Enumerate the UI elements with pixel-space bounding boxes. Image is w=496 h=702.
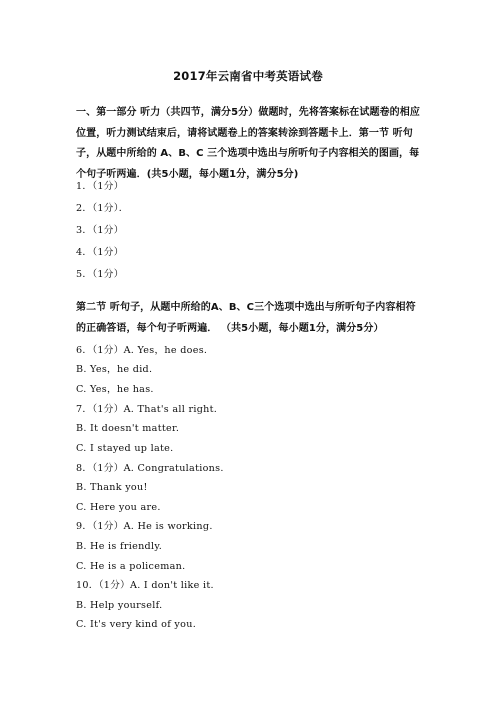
question-9-option-c: C. He is a policeman.	[76, 561, 186, 572]
question-10-option-a: 10．（1分）A. I don't like it.	[76, 580, 214, 591]
question-7-option-c: C. I stayed up late.	[76, 443, 174, 454]
page-title: 2017年云南省中考英语试卷	[173, 69, 323, 83]
question-2: 2．（1分）．	[76, 203, 129, 214]
question-8-option-a: 8．（1分）A. Congratulations.	[76, 463, 224, 474]
question-8-option-c: C. Here you are.	[76, 502, 161, 513]
question-7-option-b: B. It doesn't matter.	[76, 423, 180, 434]
question-6-option-c: C. Yes，he has.	[76, 384, 154, 395]
question-4: 4．（1分）	[76, 247, 124, 258]
question-3: 3．（1分）	[76, 225, 124, 236]
question-8-option-b: B. Thank you!	[76, 482, 148, 493]
question-5: 5．（1分）	[76, 269, 124, 280]
question-9-option-b: B. He is friendly.	[76, 541, 163, 552]
question-6-option-b: B. Yes，he did.	[76, 364, 153, 375]
question-9-option-a: 9．（1分）A. He is working.	[76, 521, 213, 532]
part1-heading: 一、第一部分 听力（共四节，满分5分）做题时，先将答案标在试题卷的相应位置，听力测试结束后，请将试题卷上的答案转涂到答题卡上．第一节 听句子，从题中所给的 A、B、C 三个选项中选出与所听句子内容相关的图画，每个句子听两遍．(共5小题，每小题1分，满分5分)	[76, 107, 420, 180]
part2-heading: 第二节 听句子，从题中所给的A、B、C三个选项中选出与所听句子内容相符的正确答语，每个句子听两遍． （共5小题，每小题1分，满分5分）	[76, 302, 416, 334]
question-10-option-b: B. Help yourself.	[76, 600, 163, 611]
question-7-option-a: 7．（1分）A. That's all right.	[76, 404, 218, 415]
question-6-option-a: 6．（1分）A. Yes，he does.	[76, 345, 208, 356]
question-10-option-c: C. It's very kind of you.	[76, 619, 197, 630]
question-1: 1．（1分）	[76, 181, 124, 192]
